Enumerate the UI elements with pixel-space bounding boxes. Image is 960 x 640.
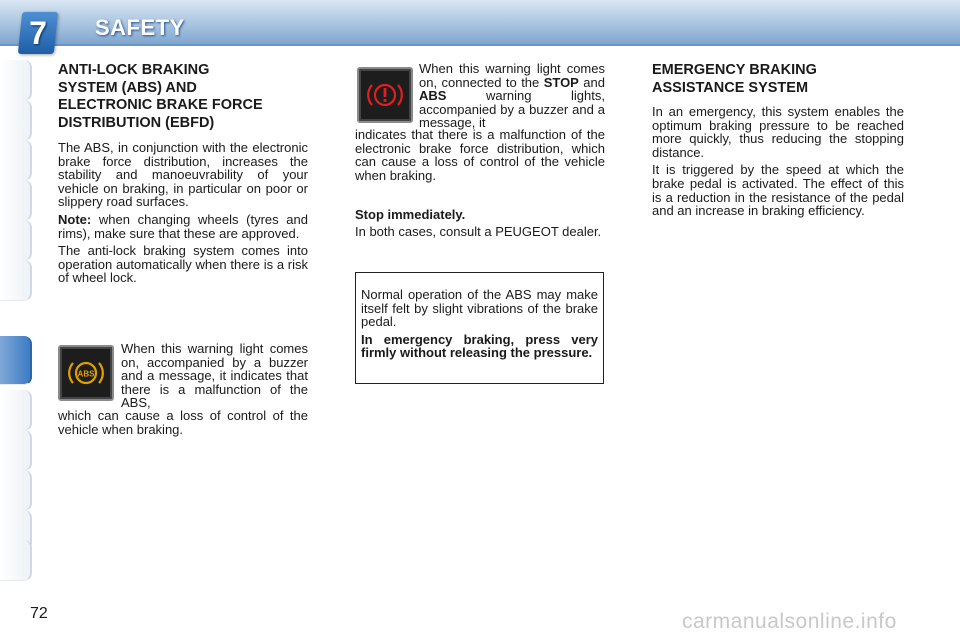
- abs-activation-paragraph: The anti-lock braking system comes into operation automatically when there is a risk of wheel lock.: [58, 243, 308, 286]
- stop-immediately-text: Stop immediately.: [355, 207, 466, 222]
- note-text: when changing wheels (tyres and rims), make sure that these are approved.: [58, 211, 308, 241]
- emergency-heading: [652, 62, 904, 97]
- stop-warning-lead-text: [419, 62, 605, 130]
- side-tab-8[interactable]: [0, 390, 34, 430]
- abs-body: [58, 141, 308, 285]
- emergency-heading-line: ASSISTANCE SYSTEM: [652, 79, 809, 96]
- page-number: 72: [30, 605, 48, 622]
- side-tab-1[interactable]: [0, 60, 34, 100]
- note-label: Note:: [58, 211, 92, 227]
- chapter-number: 7: [29, 15, 47, 51]
- abs-note-paragraph: [58, 213, 308, 240]
- abs-heading-line: ELECTRONIC BRAKE FORCE: [58, 97, 263, 113]
- abs-heading-line: DISTRIBUTION (EBFD): [58, 114, 215, 131]
- side-tab-6[interactable]: [0, 260, 34, 300]
- side-tab-12[interactable]: [0, 540, 34, 580]
- consult-dealer-text: In both cases, consult a PEUGEOT dealer.: [355, 224, 602, 239]
- side-tab-4[interactable]: [0, 180, 34, 220]
- emergency-braking-note-box: [355, 272, 604, 384]
- stop-warning-tail-text: indicates that there is a malfunction of the electronic brake force distribution, which can cause a loss of control of the vehicle when braking.: [355, 127, 605, 183]
- side-tab-2[interactable]: [0, 100, 34, 140]
- abs-intro-paragraph: The ABS, in conjunction with the electronic brake force distribution, increases the stability and manoeuvrability of your vehicle on braking, in particular on poor or slippery road surfaces.: [58, 140, 308, 210]
- abs-warning-lead-text: When this warning light comes on, accompanied by a buzzer and a message, it indicates that there is a malfunction of the ABS,: [121, 341, 308, 411]
- side-tab-10[interactable]: [0, 470, 34, 510]
- side-tab-3[interactable]: [0, 140, 34, 180]
- abs-warning-tail-text: which can cause a loss of control of the vehicle when braking.: [58, 408, 308, 437]
- abs-warning-light-icon: [58, 345, 114, 401]
- box-normal-operation-text: Normal operation of the ABS may make itself felt by slight vibrations of the brake pedal.: [361, 287, 598, 330]
- emergency-trigger-paragraph: It is triggered by the speed at which the brake pedal is activated. The effect of this is a reduction in the resistance of the pedal and an increase in braking efficiency.: [652, 162, 904, 219]
- emergency-heading-line: EMERGENCY BRAKING: [652, 62, 817, 78]
- box-emergency-press-text: In emergency braking, press very firmly without releasing the pressure.: [361, 331, 598, 361]
- stop-label: STOP: [543, 74, 579, 90]
- stop-warning-text-b: and: [578, 74, 605, 90]
- side-tab-strip: [0, 60, 36, 580]
- emergency-body: [652, 105, 904, 218]
- svg-text:ABS: ABS: [77, 369, 95, 379]
- stop-warning-text-c: warning lights, accompanied by a buzzer and a message, it: [419, 88, 605, 131]
- abs-heading: [58, 62, 308, 132]
- brake-warning-light-icon: [357, 67, 413, 123]
- side-tab-5[interactable]: [0, 220, 34, 260]
- abs-heading-line: SYSTEM (ABS) AND: [58, 79, 197, 96]
- watermark: carmanualsonline.info: [682, 610, 897, 633]
- side-tab-9[interactable]: [0, 430, 34, 470]
- abs-heading-line: ANTI-LOCK BRAKING: [58, 62, 210, 78]
- abs-label: ABS: [419, 88, 447, 104]
- side-tab-7-active[interactable]: [0, 336, 34, 376]
- stop-warning-text-a: When this warning light comes on, connected to the: [419, 61, 605, 90]
- emergency-intro-paragraph: In an emergency, this system enables the optimum braking pressure to be reached more quickly, thus reducing the stopping distance.: [652, 104, 904, 160]
- chapter-title: SAFETY: [95, 15, 185, 40]
